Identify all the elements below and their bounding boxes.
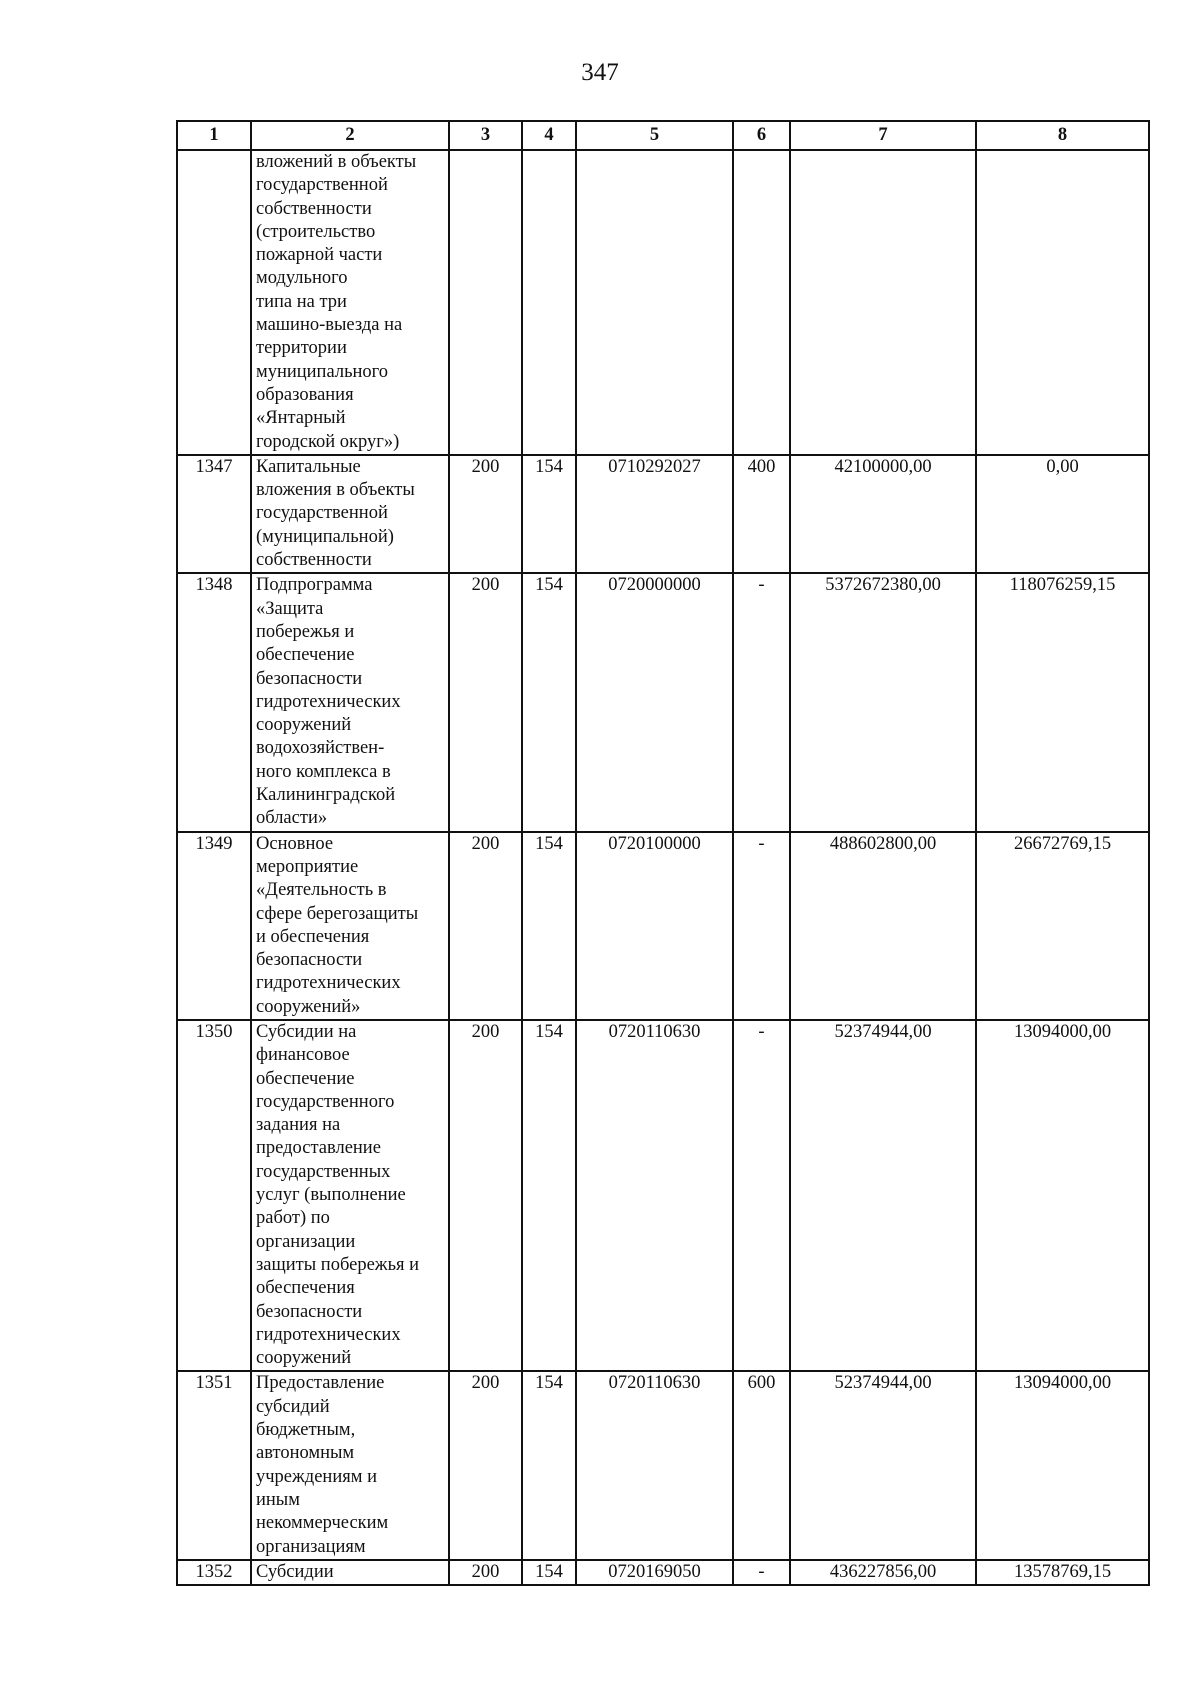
row-amount-cell: 5372672380,00: [790, 573, 976, 831]
row-name-line: (муниципальной): [256, 526, 394, 547]
table-row: [177, 1020, 1149, 1371]
row-name-line: (строительство: [256, 221, 376, 242]
row-name-line: работ) по: [256, 1208, 330, 1229]
row-col4-cell: 154: [522, 832, 576, 1020]
header-row: [177, 121, 1149, 150]
row-col6-cell: 400: [733, 455, 790, 573]
table-row: [177, 1560, 1149, 1585]
row-col3-cell: 200: [449, 1560, 522, 1585]
row-name-line: вложений в объекты: [256, 152, 417, 172]
row-code-cell: 0710292027: [576, 455, 733, 573]
row-name-line: области»: [256, 808, 328, 829]
table-body: [177, 150, 1149, 1585]
row-col4-cell: 154: [522, 455, 576, 573]
row-code-cell: 0720169050: [576, 1560, 733, 1585]
table-row: [177, 455, 1149, 573]
row-amount2-cell: 118076259,15: [976, 573, 1149, 831]
row-name-cell: [251, 832, 449, 1020]
row-name-line: водохозяйствен-: [256, 738, 385, 759]
row-name-cell: [251, 1560, 449, 1585]
row-col4-cell: 154: [522, 1020, 576, 1371]
budget-table: [176, 120, 1150, 1586]
page-number: 347: [581, 59, 619, 86]
row-name-line: безопасности: [256, 668, 363, 689]
col-header-4: 4: [522, 121, 576, 150]
row-name-line: пожарной части: [256, 245, 383, 266]
row-name-line: обеспечение: [256, 1068, 355, 1089]
row-amount-cell: 52374944,00: [790, 1020, 976, 1371]
col-header-5: 5: [576, 121, 733, 150]
row-col3-cell: [449, 150, 522, 455]
row-name-line: обеспечения: [256, 1278, 355, 1299]
row-name-line: типа на три: [256, 291, 347, 312]
row-col3-cell: 200: [449, 1020, 522, 1371]
row-amount2-cell: 13094000,00: [976, 1371, 1149, 1559]
row-code-cell: 0720110630: [576, 1020, 733, 1371]
row-code-cell: 0720000000: [576, 573, 733, 831]
row-col4-cell: [522, 150, 576, 455]
row-name-line: территории: [256, 338, 347, 359]
row-col3-cell: 200: [449, 1371, 522, 1559]
row-number-cell: 1351: [177, 1371, 251, 1559]
row-name-line: сооружений: [256, 715, 352, 736]
row-name-line: гидротехнических: [256, 973, 401, 994]
row-name-line: модульного: [256, 268, 348, 289]
row-number-cell: 1350: [177, 1020, 251, 1371]
row-name-line: финансовое: [256, 1045, 350, 1066]
row-name-line: задания на: [256, 1115, 341, 1136]
row-col6-cell: -: [733, 832, 790, 1020]
row-name-line: государственной: [256, 175, 388, 196]
row-name-line: вложения в объекты: [256, 480, 415, 501]
row-name-line: ного комплекса в: [256, 761, 391, 782]
row-number-cell: 1348: [177, 573, 251, 831]
row-name-line: сфере берегозащиты: [256, 903, 419, 924]
row-name-line: машино-выезда на: [256, 315, 403, 336]
row-name-line: собственности: [256, 550, 372, 571]
row-col3-cell: 200: [449, 832, 522, 1020]
row-name-line: мероприятие: [256, 856, 359, 877]
row-amount2-cell: 13578769,15: [976, 1560, 1149, 1585]
col-header-2: 2: [251, 121, 449, 150]
row-number-cell: [177, 150, 251, 455]
row-name-line: учреждениям и: [256, 1466, 377, 1487]
row-name-line: некоммерческим: [256, 1513, 389, 1534]
row-amount-cell: [790, 150, 976, 455]
row-number-cell: 1352: [177, 1560, 251, 1585]
row-amount-cell: 488602800,00: [790, 832, 976, 1020]
table-row: [177, 150, 1149, 455]
row-amount2-cell: 0,00: [976, 455, 1149, 573]
table-row: [177, 832, 1149, 1020]
row-amount-cell: 436227856,00: [790, 1560, 976, 1585]
row-name-line: услуг (выполнение: [256, 1185, 406, 1206]
row-name-line: образования: [256, 384, 354, 405]
row-amount2-cell: [976, 150, 1149, 455]
row-name-line: Основное: [256, 833, 334, 854]
row-name-line: Калининградской: [256, 785, 396, 806]
row-name-cell: [251, 1020, 449, 1371]
row-amount-cell: 52374944,00: [790, 1371, 976, 1559]
row-name-line: и обеспечения: [256, 926, 370, 947]
row-name-line: муниципального: [256, 361, 389, 382]
row-number-cell: 1347: [177, 455, 251, 573]
row-name-line: «Защита: [256, 598, 324, 619]
row-name-cell: [251, 573, 449, 831]
row-name-cell: [251, 150, 449, 455]
row-name-line: городской округ»): [256, 431, 400, 452]
row-col6-cell: -: [733, 1560, 790, 1585]
row-amount2-cell: 13094000,00: [976, 1020, 1149, 1371]
row-col6-cell: 600: [733, 1371, 790, 1559]
row-name-line: субсидий: [256, 1396, 330, 1417]
row-amount-cell: 42100000,00: [790, 455, 976, 573]
row-col4-cell: 154: [522, 1371, 576, 1559]
row-col6-cell: -: [733, 573, 790, 831]
row-name-line: «Деятельность в: [256, 880, 387, 901]
row-number-cell: 1349: [177, 832, 251, 1020]
col-header-8: 8: [976, 121, 1149, 150]
row-name-line: Субсидии: [256, 1561, 334, 1582]
row-name-line: бюджетным,: [256, 1420, 356, 1441]
row-col4-cell: 154: [522, 573, 576, 831]
row-name-line: безопасности: [256, 950, 363, 971]
row-code-cell: 0720110630: [576, 1371, 733, 1559]
row-col6-cell: -: [733, 1020, 790, 1371]
table-row: [177, 573, 1149, 831]
row-name-line: обеспечение: [256, 645, 355, 666]
row-name-line: побережья и: [256, 621, 355, 642]
row-name-line: организациям: [256, 1536, 366, 1557]
row-name-line: сооружений: [256, 1348, 352, 1369]
row-amount2-cell: 26672769,15: [976, 832, 1149, 1020]
row-name-line: безопасности: [256, 1301, 363, 1322]
row-name-line: собственности: [256, 198, 372, 219]
row-code-cell: 0720100000: [576, 832, 733, 1020]
row-name-line: государственной: [256, 503, 388, 524]
row-code-cell: [576, 150, 733, 455]
row-name-line: предоставление: [256, 1138, 381, 1159]
table-row: [177, 1371, 1149, 1559]
row-name-line: Предоставление: [256, 1373, 385, 1394]
row-name-line: «Янтарный: [256, 408, 346, 429]
row-name-line: гидротехнических: [256, 1324, 401, 1345]
row-col3-cell: 200: [449, 573, 522, 831]
col-header-6: 6: [733, 121, 790, 150]
row-name-line: иным: [256, 1489, 300, 1510]
row-name-line: автономным: [256, 1443, 355, 1464]
col-header-1: 1: [177, 121, 251, 150]
row-name-line: защиты побережья и: [256, 1254, 420, 1275]
row-name-line: Капитальные: [256, 456, 361, 477]
row-name-line: Подпрограмма: [256, 575, 373, 596]
row-name-line: государственных: [256, 1161, 391, 1182]
row-name-line: сооружений»: [256, 996, 361, 1017]
row-name-cell: [251, 1371, 449, 1559]
row-name-line: гидротехнических: [256, 691, 401, 712]
row-name-line: организации: [256, 1231, 356, 1252]
col-header-7: 7: [790, 121, 976, 150]
row-name-line: государственного: [256, 1091, 395, 1112]
row-col3-cell: 200: [449, 455, 522, 573]
col-header-3: 3: [449, 121, 522, 150]
row-col6-cell: [733, 150, 790, 455]
row-name-cell: [251, 455, 449, 573]
row-name-line: Субсидии на: [256, 1021, 357, 1042]
row-col4-cell: 154: [522, 1560, 576, 1585]
